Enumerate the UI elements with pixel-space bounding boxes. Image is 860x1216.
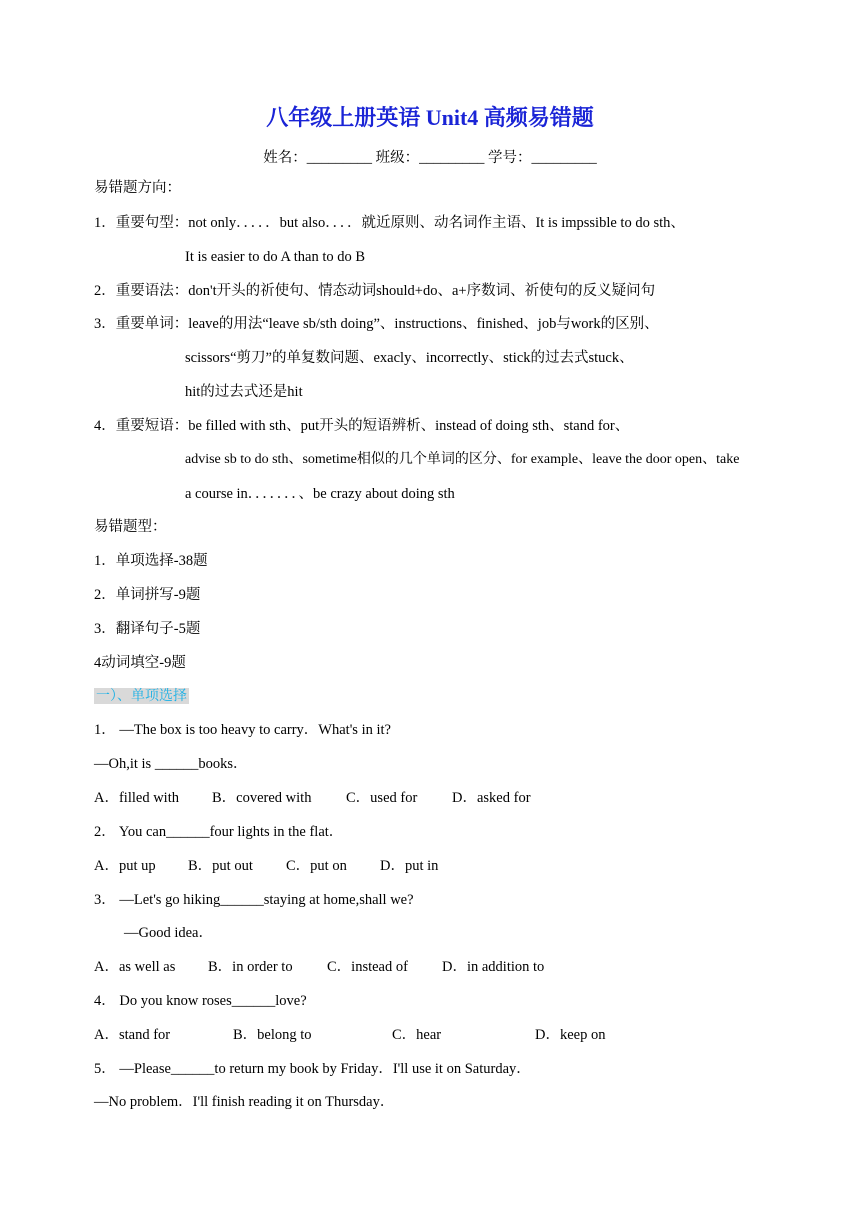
- option-c: C．instead of: [327, 959, 408, 975]
- option-c: C．put on: [286, 858, 347, 874]
- option-b: B．belong to: [233, 1027, 312, 1043]
- option-a: A．stand for: [94, 1027, 171, 1043]
- section-title-label: 一）、单项选择: [96, 688, 187, 704]
- direction-line: hit的过去式还是hit: [185, 384, 303, 400]
- direction-line: 4．重要短语：be filled with sth、put开头的短语辨析、instead of doing sth、stand for、: [94, 418, 630, 434]
- option-a: A．as well as: [94, 959, 176, 975]
- type-item: 2．单词拼写-9题: [94, 587, 201, 603]
- direction-line: 2．重要语法：don't开头的祈使句、情态动词should+do、a+序数词、祈使句的反义疑问句: [94, 283, 656, 299]
- direction-line: a course in．．．．．．．、be crazy about doing sth: [185, 486, 455, 502]
- question-stem: 1． —The box is too heavy to carry．What's in it?: [94, 722, 391, 738]
- question-reply: —Oh,it is ______books．: [94, 756, 248, 772]
- question-stem: 3． —Let's go hiking______staying at home,shall we?: [94, 892, 414, 908]
- direction-line: scissors“剪刀”的单复数问题、exacly、incorrectly、stick的过去式stuck、: [185, 350, 634, 366]
- question-reply: —Good idea．: [124, 925, 213, 941]
- option-d: D．asked for: [452, 790, 531, 806]
- question-stem: 5． —Please______to return my book by Friday．I'll use it on Saturday．: [94, 1061, 531, 1077]
- question-reply: —No problem．I'll finish reading it on Thursday．: [94, 1094, 395, 1110]
- types-header: 易错题型：: [94, 519, 167, 535]
- page-title: 八年级上册英语 Unit4 高频易错题: [266, 105, 594, 130]
- student-info: 姓名：_________ 班级：_________ 学号：_________: [263, 150, 597, 166]
- option-a: A．filled with: [94, 790, 179, 806]
- option-d: D．put in: [380, 858, 439, 874]
- section-title: [94, 686, 189, 706]
- option-c: C．used for: [346, 790, 418, 806]
- directions-header: 易错题方向：: [94, 180, 181, 196]
- option-b: B．covered with: [212, 790, 312, 806]
- option-a: A．put up: [94, 858, 156, 874]
- direction-line: It is easier to do A than to do B: [185, 249, 366, 265]
- option-c: C．hear: [392, 1027, 442, 1043]
- direction-line: advise sb to do sth、sometime相似的几个单词的区分、for example、leave the door open、take: [185, 452, 740, 467]
- direction-line: 1．重要句型：not only．．．．．but also．．．．就近原则、动名词作主语、It is impssible to do sth、: [94, 215, 685, 231]
- option-b: B．in order to: [208, 959, 293, 975]
- type-item: 1．单项选择-38题: [94, 553, 208, 569]
- option-d: D．keep on: [535, 1027, 606, 1043]
- direction-line: 3．重要单词：leave的用法“leave sb/sth doing”、instructions、finished、job与work的区别、: [94, 316, 659, 332]
- option-b: B．put out: [188, 858, 253, 874]
- type-item: 4动词填空-9题: [94, 655, 186, 671]
- option-d: D．in addition to: [442, 959, 545, 975]
- question-stem: 2． You can______four lights in the flat．: [94, 824, 344, 840]
- question-stem: 4． Do you know roses______love?: [94, 993, 307, 1009]
- type-item: 3．翻译句子-5题: [94, 621, 201, 637]
